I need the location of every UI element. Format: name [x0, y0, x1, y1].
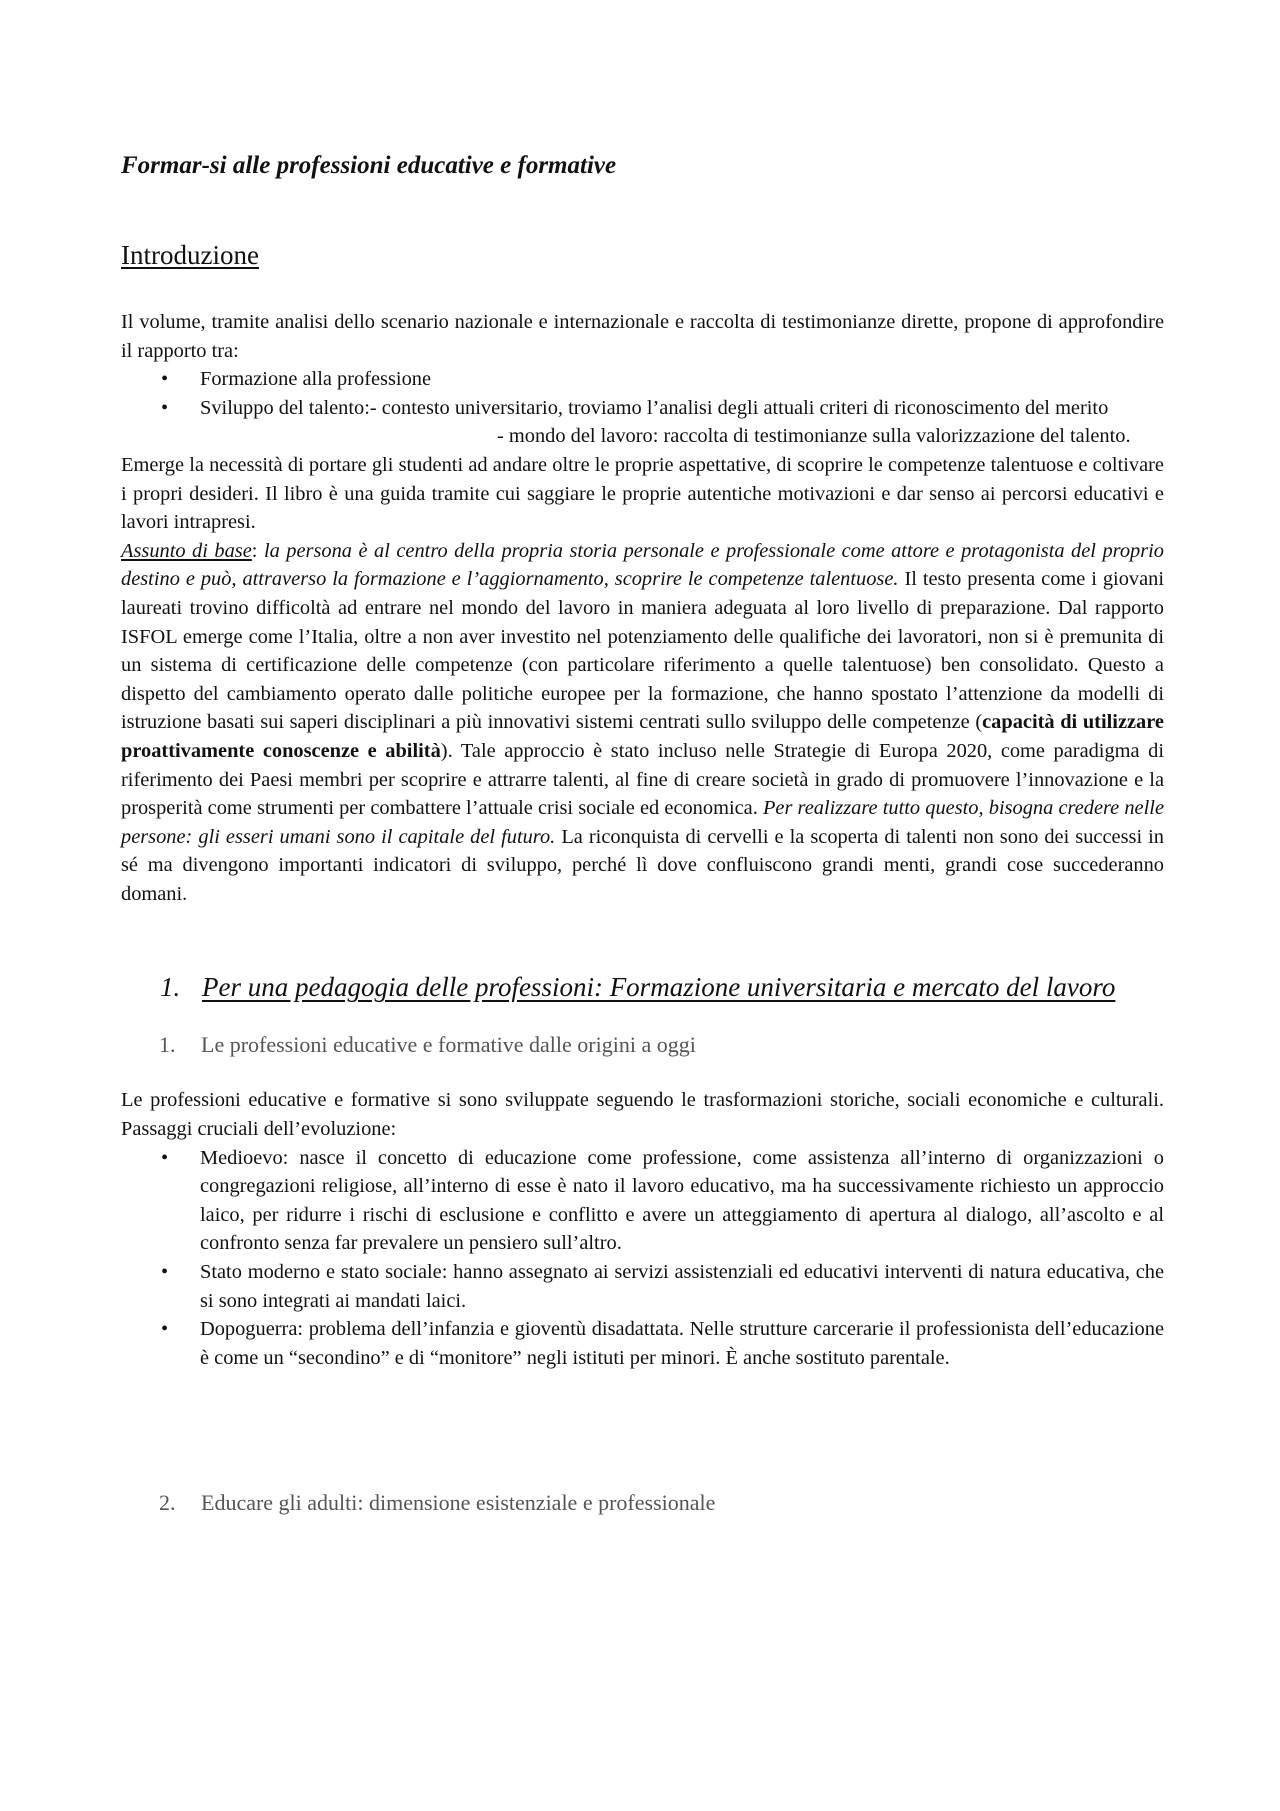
assunto-italic: la persona è al centro della propria storia personale e professionale come attore e protagonista del proprio destino e può, attraverso la formazione e l’aggiornamento, scoprire le competenze talentuose.	[121, 539, 1165, 591]
section-2-number: 2.	[159, 1490, 176, 1516]
section-1-bullet-dopoguerra: • Dopoguerra: problema dell’infanzia e gioventù disadattata. Nelle strutture carcerarie il professionista dell’educazione è come un “secondino” e di “monitore” negli istituti per minori. È anche sostituto parentale.	[121, 1315, 1164, 1372]
chapter-1-heading	[121, 968, 1164, 1006]
assunto-label: Assunto di base	[121, 539, 252, 562]
intro-heading: Introduzione	[121, 240, 259, 270]
talento-sub-lavoro: - mondo del lavoro: raccolta di testimonianze sulla valorizzazione del talento.	[497, 425, 1131, 448]
intro-paragraph: Il volume, tramite analisi dello scenario nazionale e internazionale e raccolta di testimonianze dirette, propone di approfondire il rapporto tra:	[121, 311, 1164, 362]
talento-line-1	[200, 394, 1164, 423]
assunto-text-1: Il testo presenta come i giovani laureati trovino difficoltà ad entrare nel mondo del lavoro in maniera adeguata al loro livello di preparazione. Dal rapporto ISFOL emerge come l’Italia, oltre a non aver investito nel potenziamento delle qualifiche dei lavoratori, non si è premunita di un sistema di certificazione delle competenze (con particolare riferimento a quelle talentuose) ben consolidato. Questo a dispetto del cambiamento operato dalle politiche europee per la formazione, che hanno spostato l’attenzione da modelli di istruzione basati sui saperi disciplinari a più innovativi sistemi centrati sullo sviluppo delle competenze (	[121, 568, 1165, 734]
talento-sub-universita: - contesto universitario, troviamo l’analisi degli attuali criteri di riconoscimento del merito	[369, 396, 1109, 419]
document-body	[121, 150, 1164, 1544]
section-1-paragraph: Le professioni educative e formative si sono sviluppate seguendo le trasformazioni storiche, sociali economiche e culturali. Passaggi cruciali dell’evoluzione:	[121, 1089, 1164, 1141]
chapter-1-title: Per una pedagogia delle professioni: Formazione universitaria e mercato del lavoro	[202, 972, 1116, 1003]
chapter-1-number: 1.	[160, 972, 181, 1003]
assunto-colon: :	[251, 539, 264, 562]
intro-paragraph-2: Emerge la necessità di portare gli studenti ad andare oltre le proprie aspettative, di scoprire le competenze talentuose e coltivare i propri desideri. Il libro è una guida tramite cui saggiare le proprie autentiche motivazioni e dar senso ai percorsi educativi e lavori intrapresi.	[121, 453, 1164, 534]
section-1-heading	[121, 1030, 1164, 1060]
intro-bullet-list	[121, 365, 1164, 451]
section-2-heading	[121, 1488, 1164, 1518]
section-2-title: Educare gli adulti: dimensione esistenziale e professionale	[201, 1490, 716, 1516]
section-1-bullet-list	[121, 1144, 1164, 1373]
section-1-bullet-stato-moderno: • Stato moderno e stato sociale: hanno assegnato ai servizi assistenziali ed educativi interventi di natura educativa, che si sono integrati ai mandati laici.	[121, 1258, 1164, 1315]
assunto-paragraph	[121, 537, 1164, 909]
assunto-italic-2: Per realizzare tutto questo, bisogna credere nelle persone: gli esseri umani sono il capitale del futuro.	[121, 797, 1164, 848]
document-title: Formar-si alle professioni educative e formative	[121, 152, 617, 179]
section-1-number: 1.	[159, 1032, 176, 1058]
intro-bullet-formazione: • Formazione alla professione	[121, 365, 1164, 394]
talento-label: • Sviluppo del talento:	[200, 396, 370, 419]
assunto-text-2: ). Tale approccio è stato incluso nelle Strategie di Europa 2020, come paradigma di riferimento dei Paesi membri per scoprire e attrarre talenti, al fine di creare società in grado di promuovere l’innovazione e la prosperità come strumenti per combattere l’attuale crisi sociale ed economica.	[121, 739, 1165, 820]
assunto-bold: capacità di utilizzare proattivamente conoscenze e abilità	[121, 711, 1164, 762]
assunto-text-3: La riconquista di cervelli e la scoperta di talenti non sono dei successi in sé ma divengono importanti indicatori di sviluppo, perché lì dove confluiscono grandi menti, grandi cose succederanno domani.	[121, 825, 1165, 905]
section-1-title: Le professioni educative e formative dalle origini a oggi	[201, 1032, 696, 1058]
intro-bullet-talento	[121, 394, 1164, 451]
section-1-bullet-medioevo: • Medioevo: nasce il concetto di educazione come professione, come assistenza all’interno di organizzazioni o congregazioni religiose, all’interno di esse è nato il lavoro educativo, ma ha successivamente richiesto un approccio laico, per ridurre i rischi di esclusione e conflitto e avere un atteggiamento di apertura al dialogo, all’ascolto e al confronto senza far prevalere un pensiero sull’altro.	[121, 1144, 1164, 1258]
